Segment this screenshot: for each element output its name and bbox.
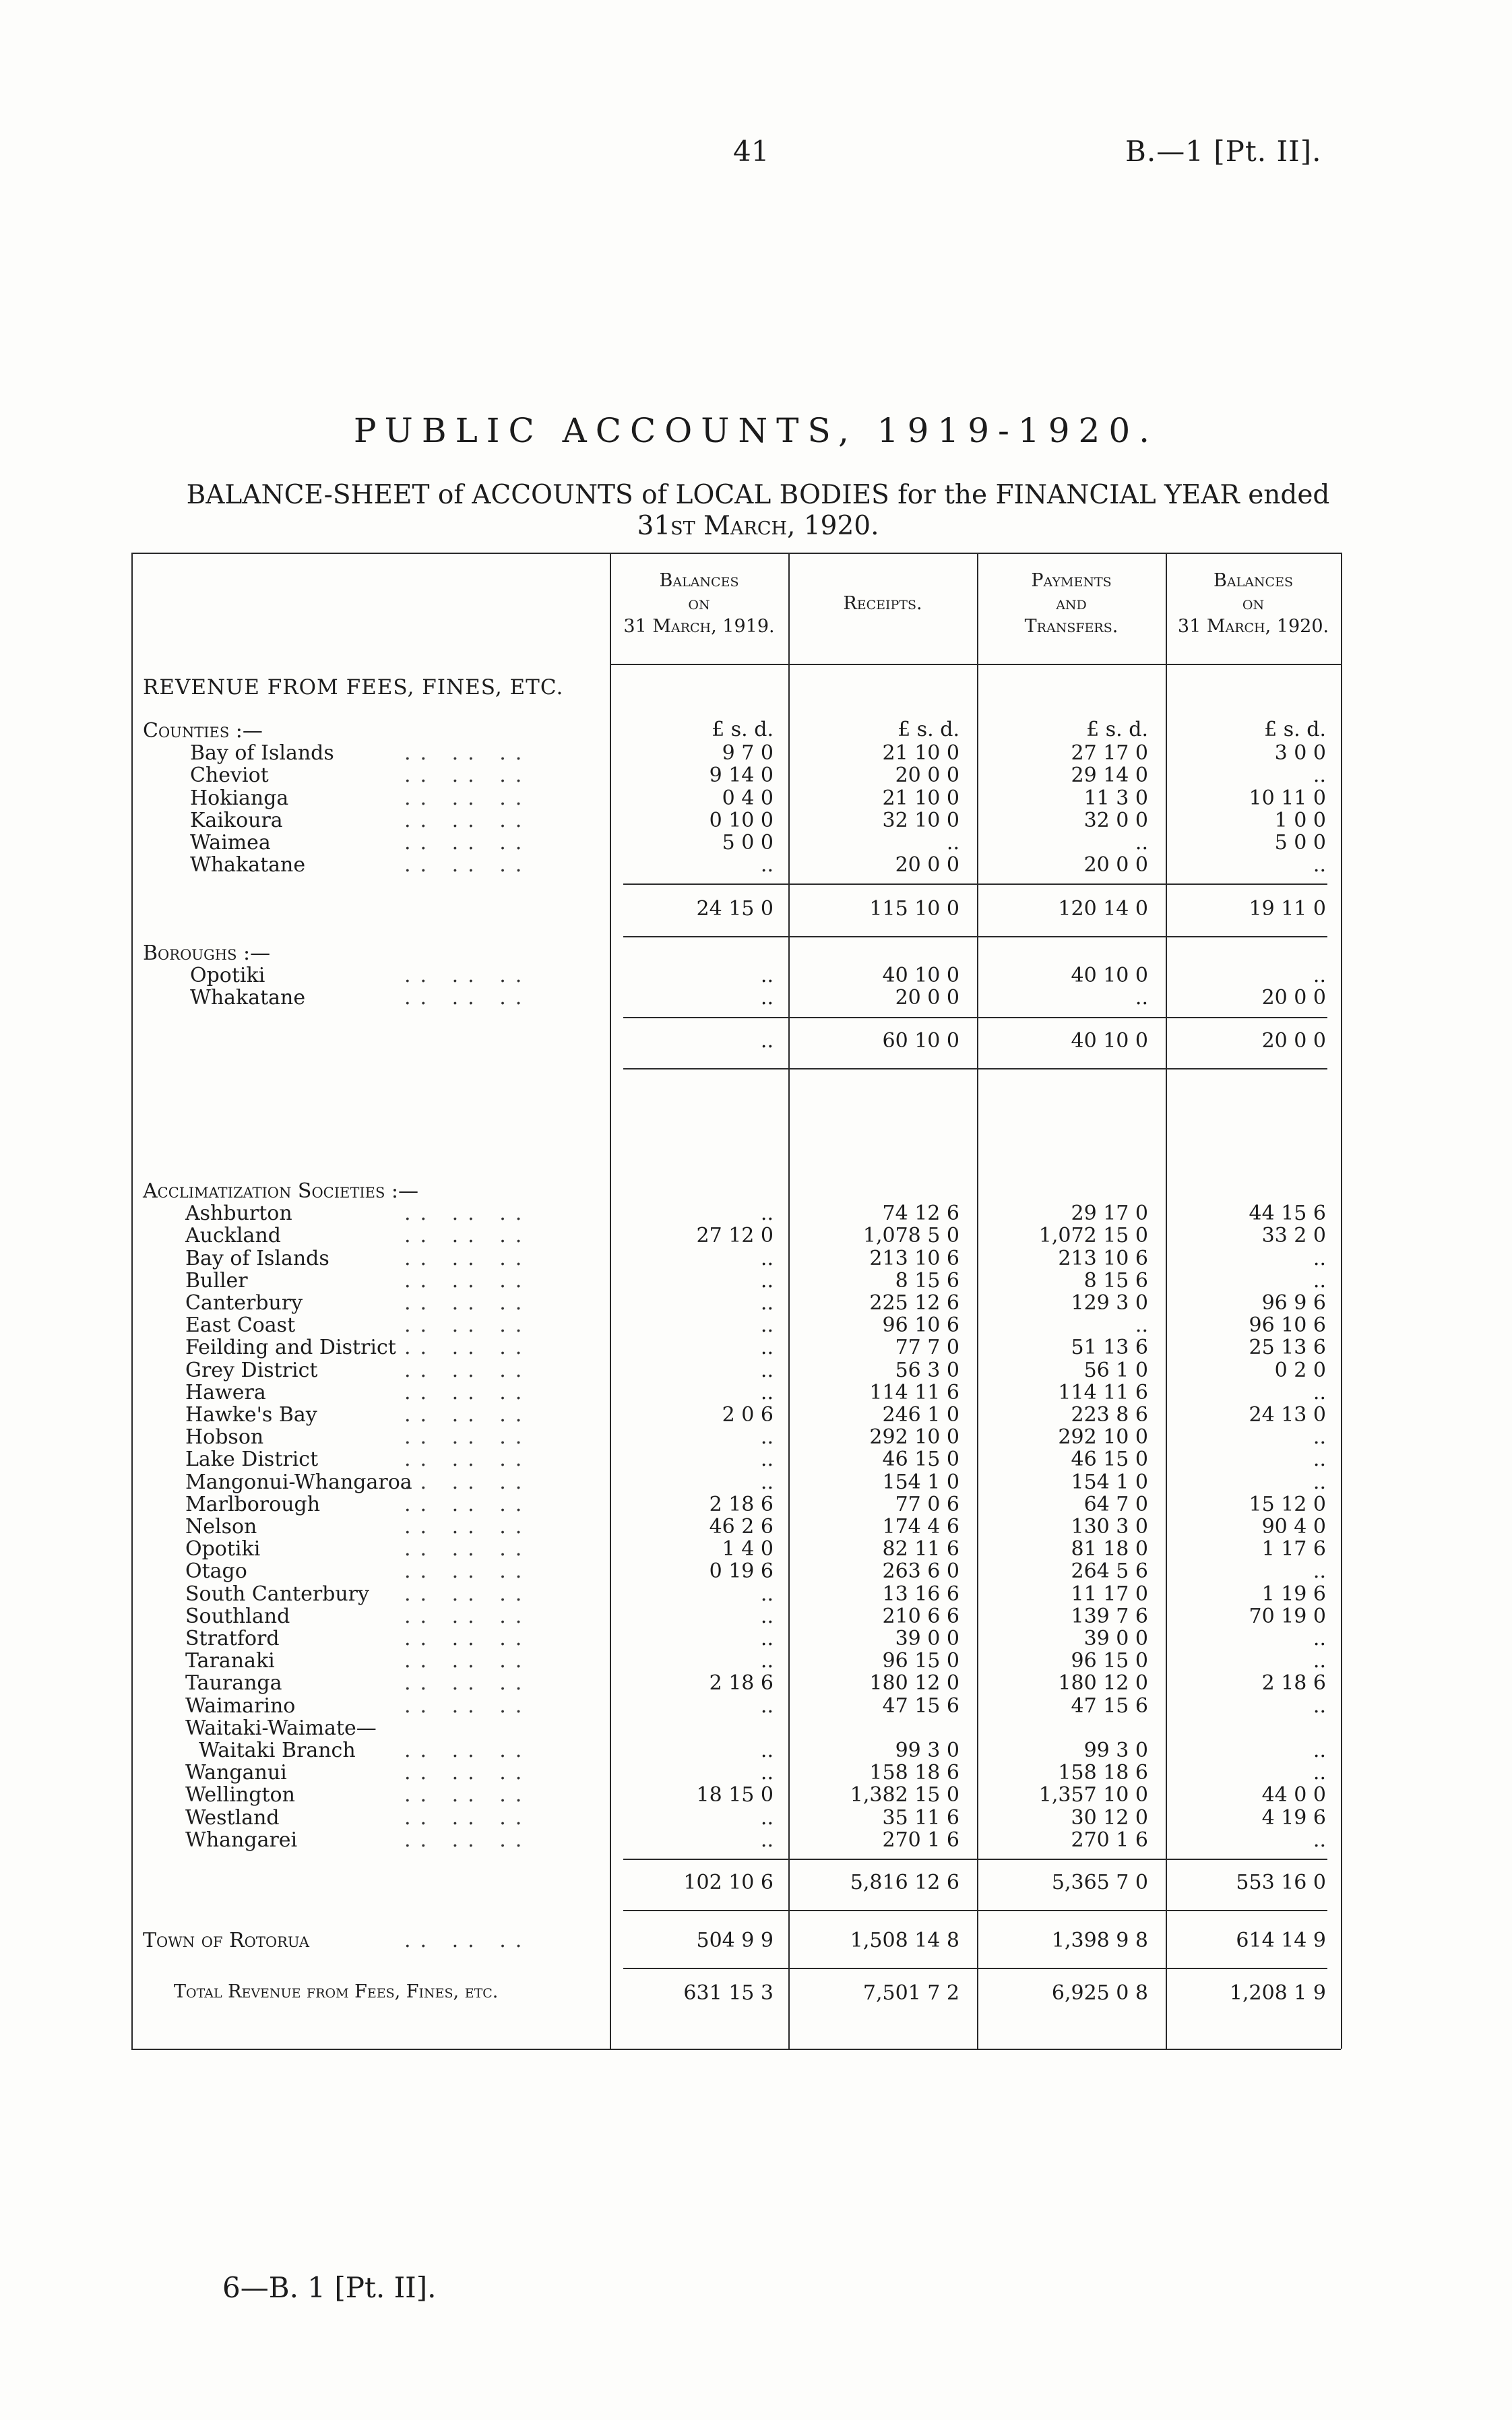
amount-cell: 3 0 0 [1274, 741, 1326, 766]
amount-cell: .. [760, 1604, 774, 1628]
column-heading [788, 569, 977, 615]
amount-cell: .. [760, 1202, 774, 1226]
amount-cell: 99 3 0 [895, 1739, 959, 1762]
dot-leader: .. .. .. [404, 1313, 532, 1338]
amount-cell: 40 10 0 [1071, 964, 1148, 988]
amount-cell: 114 11 6 [869, 1380, 959, 1404]
dot-leader: .. .. .. [404, 1380, 532, 1404]
amount-cell: .. [946, 831, 959, 855]
row-label: Ashburton [185, 1202, 292, 1226]
dot-leader: .. .. .. [404, 1470, 532, 1494]
amount-cell: .. [1313, 764, 1326, 788]
amount-cell: 225 12 6 [869, 1291, 959, 1315]
amount-cell: 20 0 0 [1261, 986, 1326, 1010]
amount-cell: 40 10 0 [1071, 1028, 1148, 1053]
footer-reference: 6—B. 1 [Pt. II]. [222, 2271, 437, 2304]
amount-cell: 20 0 0 [1261, 1028, 1326, 1053]
row-label: Cheviot [190, 764, 269, 788]
dot-leader: .. .. .. [404, 1202, 532, 1226]
amount-cell: 0 19 6 [709, 1559, 774, 1584]
dot-leader: .. .. .. [404, 741, 532, 766]
amount-cell: .. [1313, 853, 1326, 877]
amount-cell: 74 12 6 [882, 1202, 959, 1226]
amount-cell: 0 4 0 [722, 786, 774, 810]
amount-cell: .. [1313, 1268, 1326, 1293]
column-heading-line: and [1056, 593, 1087, 614]
amount-cell: 270 1 6 [882, 1828, 959, 1852]
dot-leader: .. .. .. [404, 986, 532, 1010]
amount-cell: 44 15 6 [1249, 1202, 1326, 1226]
amount-cell: 614 14 9 [1236, 1929, 1326, 1952]
town-of-rotorua-label: Town of Rotorua [143, 1929, 310, 1952]
amount-cell: 246 1 0 [882, 1403, 959, 1427]
amount-cell: 11 17 0 [1071, 1582, 1148, 1606]
amount-cell: 180 12 0 [1058, 1671, 1148, 1696]
currency-unit-label: £ s. d. [1086, 718, 1148, 741]
amount-cell: 264 5 6 [1071, 1559, 1148, 1584]
row-label: Buller [185, 1268, 248, 1293]
dot-leader: .. .. .. [404, 1224, 532, 1248]
dot-leader: .. .. .. [404, 764, 532, 788]
amount-cell: .. [760, 1627, 774, 1650]
amount-cell: 20 0 0 [1083, 853, 1148, 877]
row-label: Hokianga [190, 786, 289, 810]
amount-cell: 24 13 0 [1249, 1403, 1326, 1427]
amount-cell: .. [760, 1358, 774, 1382]
amount-cell: 56 3 0 [895, 1358, 959, 1382]
currency-unit-label: £ s. d. [712, 718, 774, 741]
amount-cell: 35 11 6 [882, 1805, 959, 1830]
grand-total-label: Total Revenue from Fees, Fines, etc. [174, 1981, 499, 2002]
amount-cell: 9 14 0 [709, 764, 774, 788]
row-label: Otago [185, 1559, 247, 1584]
row-label: South Canterbury [185, 1582, 369, 1606]
table-bottom-rule [131, 2049, 1341, 2050]
amount-cell: 77 0 6 [895, 1492, 959, 1516]
amount-cell: .. [1313, 1559, 1326, 1584]
dot-leader: .. .. .. [404, 1739, 532, 1762]
column-heading-line: on [688, 593, 710, 614]
column-heading [610, 569, 788, 638]
row-label: Whakatane [190, 986, 306, 1010]
amount-cell: .. [1313, 1425, 1326, 1450]
amount-cell: 553 16 0 [1236, 1871, 1326, 1894]
amount-cell: .. [1313, 1761, 1326, 1785]
subtotal-rule [623, 883, 1327, 885]
column-heading [977, 569, 1166, 638]
row-label: Hawke's Bay [185, 1403, 317, 1427]
subtotal-rule [623, 936, 1327, 937]
amount-cell: .. [760, 1336, 774, 1360]
row-label: Lake District [185, 1448, 319, 1472]
dot-leader: .. .. .. [404, 1783, 532, 1807]
amount-cell: 27 12 0 [696, 1224, 774, 1248]
column-heading-line: Balances [659, 570, 739, 591]
subtotal-rule [623, 1968, 1327, 1969]
amount-cell: 24 15 0 [696, 897, 774, 921]
amount-cell: .. [760, 986, 774, 1010]
amount-cell: 130 3 0 [1071, 1515, 1148, 1539]
dot-leader: .. .. .. [404, 1649, 532, 1673]
amount-cell: 263 6 0 [882, 1559, 959, 1584]
amount-cell: 174 4 6 [882, 1515, 959, 1539]
amount-cell: 64 7 0 [1083, 1492, 1148, 1516]
amount-cell: .. [1313, 1649, 1326, 1673]
amount-cell: .. [760, 964, 774, 988]
amount-cell: .. [1313, 1246, 1326, 1270]
row-label: Opotiki [190, 964, 265, 988]
amount-cell: .. [760, 1582, 774, 1606]
row-label: Whakatane [190, 853, 306, 877]
amount-cell: 129 3 0 [1071, 1291, 1148, 1315]
amount-cell: 82 11 6 [882, 1537, 959, 1561]
amount-cell: 40 10 0 [882, 964, 959, 988]
amount-cell: 21 10 0 [882, 786, 959, 810]
row-label: Nelson [185, 1515, 257, 1539]
amount-cell: 6,925 0 8 [1051, 1981, 1148, 2005]
amount-cell: 5,816 12 6 [850, 1871, 959, 1894]
amount-cell: 39 0 0 [895, 1627, 959, 1650]
amount-cell: 51 13 6 [1071, 1336, 1148, 1360]
amount-cell: 158 18 6 [1058, 1761, 1148, 1785]
dot-leader: .. .. .. [404, 808, 532, 832]
amount-cell: .. [1313, 1380, 1326, 1404]
amount-cell: .. [760, 1694, 774, 1718]
amount-cell: 77 7 0 [895, 1336, 959, 1360]
dot-leader: .. .. .. [404, 1515, 532, 1539]
row-label: Waitaki Branch [199, 1739, 356, 1762]
amount-cell: .. [760, 1828, 774, 1852]
dot-leader: .. .. .. [404, 831, 532, 855]
dot-leader: .. .. .. [404, 786, 532, 810]
amount-cell: .. [760, 1805, 774, 1830]
amount-cell: 20 0 0 [895, 853, 959, 877]
amount-cell: 1,072 15 0 [1038, 1224, 1148, 1248]
column-heading-line: Receipts. [843, 593, 922, 614]
amount-cell: 19 11 0 [1249, 897, 1326, 921]
column-heading-line: on [1242, 593, 1265, 614]
amount-cell: .. [1313, 1694, 1326, 1718]
currency-unit-label: £ s. d. [1264, 718, 1326, 741]
row-label: Waimarino [185, 1694, 296, 1718]
amount-cell: 47 15 6 [1071, 1694, 1148, 1718]
amount-cell: 21 10 0 [882, 741, 959, 766]
amount-cell: 158 18 6 [869, 1761, 959, 1785]
amount-cell: 210 6 6 [882, 1604, 959, 1628]
amount-cell: 120 14 0 [1058, 897, 1148, 921]
amount-cell: .. [1313, 964, 1326, 988]
amount-cell: 5 0 0 [722, 831, 774, 855]
row-label: Opotiki [185, 1537, 261, 1561]
dot-leader: .. .. .. [404, 1671, 532, 1696]
dot-leader: .. .. .. [404, 1627, 532, 1650]
document-reference: B.—1 [Pt. II]. [1125, 135, 1322, 168]
row-label: Auckland [185, 1224, 281, 1248]
amount-cell: 46 15 0 [882, 1448, 959, 1472]
amount-cell: 504 9 9 [696, 1929, 774, 1952]
page-title: PUBLIC ACCOUNTS, 1919-1920. [353, 411, 1159, 450]
column-heading-line: 31 March, 1920. [1177, 616, 1329, 637]
amount-cell: 56 1 0 [1083, 1358, 1148, 1382]
row-label: Tauranga [185, 1671, 282, 1696]
amount-cell: .. [1313, 1627, 1326, 1650]
subtotal-rule [623, 1910, 1327, 1911]
amount-cell: 99 3 0 [1083, 1739, 1148, 1762]
row-label: Kaikoura [190, 808, 283, 832]
amount-cell: 25 13 6 [1249, 1336, 1326, 1360]
amount-cell: 1,382 15 0 [850, 1783, 959, 1807]
amount-cell: 70 19 0 [1249, 1604, 1326, 1628]
header-rule [610, 664, 1341, 665]
amount-cell: 96 15 0 [1071, 1649, 1148, 1673]
amount-cell: 10 11 0 [1249, 786, 1326, 810]
amount-cell: 5,365 7 0 [1051, 1871, 1148, 1894]
dot-leader: .. .. .. [404, 1828, 532, 1852]
amount-cell: 29 17 0 [1071, 1202, 1148, 1226]
dot-leader: .. .. .. [404, 1425, 532, 1450]
amount-cell: 0 2 0 [1274, 1358, 1326, 1382]
amount-cell: .. [760, 1380, 774, 1404]
amount-cell: 33 2 0 [1261, 1224, 1326, 1248]
amount-cell: .. [760, 1028, 774, 1053]
dot-leader: .. .. .. [404, 1358, 532, 1382]
page-number: 41 [733, 135, 769, 168]
row-label: East Coast [185, 1313, 296, 1338]
dot-leader: .. .. .. [404, 1694, 532, 1718]
dot-leader: .. .. .. [404, 1582, 532, 1606]
amount-cell: 46 15 0 [1071, 1448, 1148, 1472]
amount-cell: .. [1313, 1470, 1326, 1494]
amount-cell: 180 12 0 [869, 1671, 959, 1696]
dot-leader: .. .. .. [404, 1929, 532, 1952]
amount-cell: 2 0 6 [722, 1403, 774, 1427]
row-label: Canterbury [185, 1291, 303, 1315]
amount-cell: 115 10 0 [869, 897, 959, 921]
amount-cell: 96 10 6 [1249, 1313, 1326, 1338]
row-label: Bay of Islands [185, 1246, 329, 1270]
currency-unit-label: £ s. d. [897, 718, 959, 741]
amount-cell: 1 0 0 [1274, 808, 1326, 832]
amount-cell: 1 17 6 [1261, 1537, 1326, 1561]
amount-cell: 90 4 0 [1261, 1515, 1326, 1539]
subtotal-rule [623, 1859, 1327, 1860]
amount-cell: .. [760, 1425, 774, 1450]
amount-cell: 1,078 5 0 [862, 1224, 959, 1248]
amount-cell: .. [1313, 1739, 1326, 1762]
amount-cell: 9 7 0 [722, 741, 774, 766]
amount-cell: .. [1135, 831, 1148, 855]
dot-leader: .. .. .. [404, 1403, 532, 1427]
amount-cell: 29 14 0 [1071, 764, 1148, 788]
amount-cell: .. [760, 1291, 774, 1315]
amount-cell: 114 11 6 [1058, 1380, 1148, 1404]
acclimatization-group-label: Acclimatization Societies :— [143, 1179, 419, 1203]
amount-cell: 154 1 0 [882, 1470, 959, 1494]
row-label: Bay of Islands [190, 741, 334, 766]
column-divider [131, 553, 133, 2049]
amount-cell: 11 3 0 [1083, 786, 1148, 810]
amount-cell: .. [1135, 1313, 1148, 1338]
row-label: Stratford [185, 1627, 280, 1650]
row-label: Taranaki [185, 1649, 275, 1673]
column-heading-line: Payments [1031, 570, 1112, 591]
amount-cell: .. [760, 853, 774, 877]
column-heading-line: Transfers. [1024, 616, 1119, 637]
amount-cell: 20 0 0 [895, 986, 959, 1010]
amount-cell: .. [760, 1739, 774, 1762]
amount-cell: 8 15 6 [895, 1268, 959, 1293]
amount-cell: 292 10 0 [1058, 1425, 1148, 1450]
amount-cell: 270 1 6 [1071, 1828, 1148, 1852]
amount-cell: 0 10 0 [709, 808, 774, 832]
amount-cell: 2 18 6 [1261, 1671, 1326, 1696]
section-heading: REVENUE FROM FEES, FINES, ETC. [143, 675, 564, 700]
dot-leader: .. .. .. [404, 1448, 532, 1472]
row-label: Wanganui [185, 1761, 287, 1785]
amount-cell: 44 0 0 [1261, 1783, 1326, 1807]
amount-cell: .. [760, 1470, 774, 1494]
dot-leader: .. .. .. [404, 1268, 532, 1293]
amount-cell: 96 9 6 [1261, 1291, 1326, 1315]
row-label: Westland [185, 1805, 280, 1830]
amount-cell: 4 19 6 [1261, 1805, 1326, 1830]
row-label: Grey District [185, 1358, 318, 1382]
dot-leader: .. .. .. [404, 853, 532, 877]
row-label: Whangarei [185, 1828, 298, 1852]
amount-cell: 1,398 9 8 [1051, 1929, 1148, 1952]
subtotal-rule [623, 1068, 1327, 1069]
row-label: Marlborough [185, 1492, 321, 1516]
row-label: Wellington [185, 1783, 295, 1807]
subtitle-line-1: BALANCE-SHEET of ACCOUNTS of LOCAL BODIES for the FINANCIAL YEAR ended [186, 480, 1330, 510]
amount-cell: .. [1135, 986, 1148, 1010]
amount-cell: 292 10 0 [869, 1425, 959, 1450]
amount-cell: 223 8 6 [1071, 1403, 1148, 1427]
boroughs-group-label: Boroughs :— [143, 941, 271, 965]
amount-cell: .. [760, 1268, 774, 1293]
amount-cell: 32 10 0 [882, 808, 959, 832]
row-label: Waitaki-Waimate— [185, 1716, 377, 1740]
amount-cell: 30 12 0 [1071, 1805, 1148, 1830]
dot-leader: .. .. .. [404, 1246, 532, 1270]
subtitle [141, 480, 1375, 542]
table-top-rule [131, 553, 1341, 554]
amount-cell: 96 10 6 [882, 1313, 959, 1338]
amount-cell: .. [760, 1448, 774, 1472]
amount-cell: .. [760, 1761, 774, 1785]
amount-cell: 2 18 6 [709, 1671, 774, 1696]
amount-cell: 8 15 6 [1083, 1268, 1148, 1293]
column-heading-line: 31 March, 1919. [623, 616, 775, 637]
column-divider [1341, 553, 1342, 2049]
subtitle-line-2: 31st March, 1920. [637, 511, 879, 541]
amount-cell: 27 17 0 [1071, 741, 1148, 766]
dot-leader: .. .. .. [404, 1336, 532, 1360]
dot-leader: .. .. .. [404, 1559, 532, 1584]
amount-cell: 13 16 6 [882, 1582, 959, 1606]
amount-cell: 46 2 6 [709, 1515, 774, 1539]
amount-cell: 154 1 0 [1071, 1470, 1148, 1494]
amount-cell: 1 19 6 [1261, 1582, 1326, 1606]
amount-cell: 1,208 1 9 [1229, 1981, 1326, 2005]
amount-cell: 1,508 14 8 [850, 1929, 959, 1952]
amount-cell: 213 10 6 [869, 1246, 959, 1270]
amount-cell: 32 0 0 [1083, 808, 1148, 832]
amount-cell: 631 15 3 [683, 1981, 774, 2005]
amount-cell: 20 0 0 [895, 764, 959, 788]
amount-cell: 15 12 0 [1249, 1492, 1326, 1516]
amount-cell: 5 0 0 [1274, 831, 1326, 855]
amount-cell: 47 15 6 [882, 1694, 959, 1718]
dot-leader: .. .. .. [404, 964, 532, 988]
amount-cell: 81 18 0 [1071, 1537, 1148, 1561]
subtotal-rule [623, 1017, 1327, 1018]
amount-cell: .. [760, 1246, 774, 1270]
amount-cell: 213 10 6 [1058, 1246, 1148, 1270]
dot-leader: .. .. .. [404, 1761, 532, 1785]
row-label: Feilding and District [185, 1336, 396, 1360]
amount-cell: 39 0 0 [1083, 1627, 1148, 1650]
row-label: Hobson [185, 1425, 264, 1450]
dot-leader: .. .. .. [404, 1805, 532, 1830]
amount-cell: 1,357 10 0 [1038, 1783, 1148, 1807]
row-label: Waimea [190, 831, 271, 855]
amount-cell: .. [1313, 1448, 1326, 1472]
amount-cell: 60 10 0 [882, 1028, 959, 1053]
counties-group-label: Counties :— [143, 719, 263, 743]
amount-cell: 102 10 6 [683, 1871, 774, 1894]
dot-leader: .. .. .. [404, 1492, 532, 1516]
row-label: Mangonui-Whangaroa [185, 1470, 412, 1494]
column-heading-line: Balances [1214, 570, 1293, 591]
amount-cell: .. [760, 1313, 774, 1338]
amount-cell: 2 18 6 [709, 1492, 774, 1516]
dot-leader: .. .. .. [404, 1537, 532, 1561]
amount-cell: 1 4 0 [722, 1537, 774, 1561]
amount-cell: .. [1313, 1828, 1326, 1852]
amount-cell: 139 7 6 [1071, 1604, 1148, 1628]
amount-cell: 96 15 0 [882, 1649, 959, 1673]
amount-cell: 7,501 7 2 [862, 1981, 959, 2005]
amount-cell: 18 15 0 [696, 1783, 774, 1807]
row-label: Hawera [185, 1380, 266, 1404]
dot-leader: .. .. .. [404, 1604, 532, 1628]
row-label: Southland [185, 1604, 290, 1628]
amount-cell: .. [760, 1649, 774, 1673]
dot-leader: .. .. .. [404, 1291, 532, 1315]
column-heading [1166, 569, 1341, 638]
